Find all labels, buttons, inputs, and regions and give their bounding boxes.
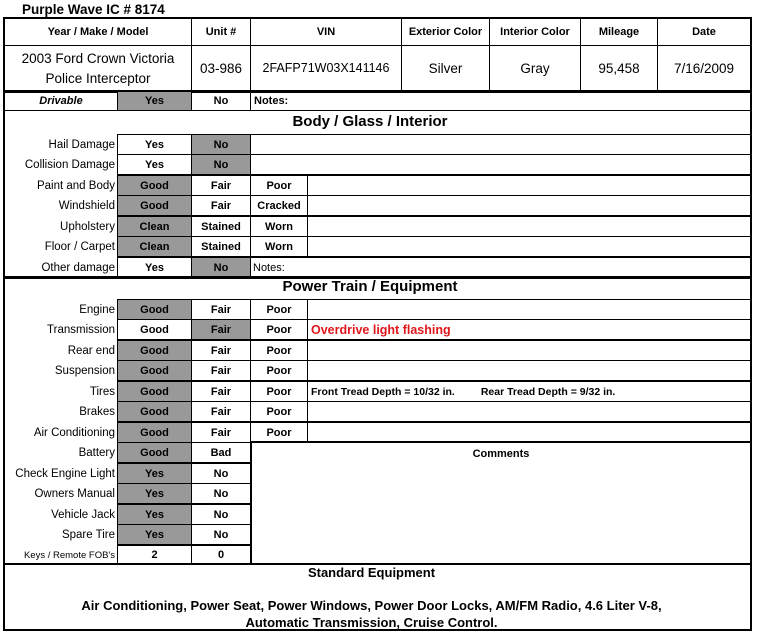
battery-option-good[interactable]: Good <box>117 442 192 463</box>
ac-option-poor[interactable]: Poor <box>250 422 308 443</box>
suspension-option-poor[interactable]: Poor <box>250 360 308 381</box>
col-header-interior-color: Interior Color <box>489 17 581 46</box>
floor-carpet-notes[interactable] <box>307 236 752 257</box>
row-label-vehicle-jack: Vehicle Jack <box>51 508 115 521</box>
brakes-notes[interactable] <box>307 401 752 422</box>
standard-equipment-line1: Air Conditioning, Power Seat, Power Windows, Power Door Locks, AM/FM Radio, 4.6 Liter V-8, <box>81 598 662 613</box>
date-value: 7/16/2009 <box>657 45 752 91</box>
upholstery-option-worn[interactable]: Worn <box>250 216 308 237</box>
section-title-powertrain: Power Train / Equipment <box>282 278 458 295</box>
engine-notes[interactable] <box>307 299 752 320</box>
col-header-unit: Unit # <box>191 17 251 46</box>
front-tread-depth: Front Tread Depth = 10/32 in. <box>311 385 455 398</box>
transmission-option-fair[interactable]: Fair <box>191 319 251 340</box>
row-label-windshield: Windshield <box>58 199 115 212</box>
spare-tire-option-yes[interactable]: Yes <box>117 524 192 545</box>
row-label-engine: Engine <box>79 303 115 316</box>
rear-end-option-good[interactable]: Good <box>117 340 192 361</box>
transmission-notes[interactable]: Overdrive light flashing <box>307 319 752 340</box>
drivable-notes[interactable]: Notes: <box>250 91 752 111</box>
year-make-model-line2: Police Interceptor <box>45 70 151 86</box>
section-title-body: Body / Glass / Interior <box>292 113 448 130</box>
col-header-date: Date <box>657 17 752 46</box>
rear-end-option-poor[interactable]: Poor <box>250 340 308 361</box>
windshield-option-good[interactable]: Good <box>117 195 192 216</box>
drivable-option-yes[interactable]: Yes <box>117 91 192 111</box>
hail-damage-option-no[interactable]: No <box>191 134 251 155</box>
row-label-air-conditioning: Air Conditioning <box>33 426 115 439</box>
upholstery-option-stained[interactable]: Stained <box>191 216 251 237</box>
row-label-other-damage: Other damage <box>41 261 115 274</box>
collision-damage-notes[interactable] <box>250 154 752 175</box>
battery-option-bad[interactable]: Bad <box>191 442 251 463</box>
row-label-spare-tire: Spare Tire <box>61 528 115 541</box>
row-label-transmission: Transmission <box>47 323 115 336</box>
drivable-label: Drivable <box>3 91 118 111</box>
interior-color-value: Gray <box>489 45 581 91</box>
comments-title: Comments <box>472 448 530 460</box>
form-title: Purple Wave IC # 8174 <box>22 2 165 17</box>
standard-equipment-title: Standard Equipment <box>307 565 436 580</box>
col-header-year-make-model: Year / Make / Model <box>3 17 192 46</box>
standard-equipment-list <box>3 597 740 631</box>
engine-option-fair[interactable]: Fair <box>191 299 251 320</box>
drivable-option-no[interactable]: No <box>191 91 251 111</box>
ac-notes[interactable] <box>307 422 752 443</box>
col-header-exterior-color: Exterior Color <box>401 17 490 46</box>
windshield-option-cracked[interactable]: Cracked <box>250 195 308 216</box>
row-label-battery: Battery <box>78 446 115 459</box>
rear-end-notes[interactable] <box>307 340 752 361</box>
row-label-upholstery: Upholstery <box>60 220 115 233</box>
row-label-rear-end: Rear end <box>67 344 115 357</box>
other-damage-notes[interactable]: Notes: <box>250 257 752 278</box>
fobs-count[interactable]: 0 <box>191 545 251 565</box>
row-label-brakes: Brakes <box>79 405 115 418</box>
paint-body-option-good[interactable]: Good <box>117 175 192 196</box>
unit-value: 03-986 <box>191 45 251 91</box>
tires-option-poor[interactable]: Poor <box>250 381 308 402</box>
tires-notes[interactable] <box>307 381 752 402</box>
brakes-option-poor[interactable]: Poor <box>250 401 308 422</box>
other-damage-option-yes[interactable]: Yes <box>117 257 192 278</box>
transmission-option-poor[interactable]: Poor <box>250 319 308 340</box>
comments-box[interactable] <box>250 441 752 565</box>
brakes-option-fair[interactable]: Fair <box>191 401 251 422</box>
tires-option-fair[interactable]: Fair <box>191 381 251 402</box>
vin-value: 2FAFP71W03X141146 <box>250 45 402 91</box>
vehicle-jack-option-no[interactable]: No <box>191 504 251 525</box>
windshield-option-fair[interactable]: Fair <box>191 195 251 216</box>
upholstery-option-clean[interactable]: Clean <box>117 216 192 237</box>
suspension-option-good[interactable]: Good <box>117 360 192 381</box>
hail-damage-option-yes[interactable]: Yes <box>117 134 192 155</box>
row-label-keys-fobs: Keys / Remote FOB's <box>23 549 115 561</box>
exterior-color-value: Silver <box>401 45 490 91</box>
windshield-notes[interactable] <box>307 195 752 216</box>
owners-manual-option-yes[interactable]: Yes <box>117 483 192 504</box>
row-label-floor-carpet: Floor / Carpet <box>44 240 115 253</box>
floor-carpet-option-worn[interactable]: Worn <box>250 236 308 257</box>
other-damage-option-no[interactable]: No <box>191 257 251 278</box>
year-make-model-line1: 2003 Ford Crown Victoria <box>21 50 175 66</box>
ac-option-good[interactable]: Good <box>117 422 192 443</box>
keys-count[interactable]: 2 <box>117 545 192 565</box>
paint-body-option-poor[interactable]: Poor <box>250 175 308 196</box>
mileage-value: 95,458 <box>580 45 658 91</box>
row-label-tires: Tires <box>89 385 115 398</box>
check-engine-option-yes[interactable]: Yes <box>117 463 192 484</box>
brakes-option-good[interactable]: Good <box>117 401 192 422</box>
collision-damage-option-yes[interactable]: Yes <box>117 154 192 175</box>
suspension-option-fair[interactable]: Fair <box>191 360 251 381</box>
col-header-mileage: Mileage <box>580 17 658 46</box>
floor-carpet-option-stained[interactable]: Stained <box>191 236 251 257</box>
rear-tread-depth: Rear Tread Depth = 9/32 in. <box>480 385 616 398</box>
owners-manual-option-no[interactable]: No <box>191 483 251 504</box>
engine-option-poor[interactable]: Poor <box>250 299 308 320</box>
row-label-check-engine-light: Check Engine Light <box>15 467 115 480</box>
rear-end-option-fair[interactable]: Fair <box>191 340 251 361</box>
paint-body-notes[interactable] <box>307 175 752 196</box>
floor-carpet-option-clean[interactable]: Clean <box>117 236 192 257</box>
paint-body-option-fair[interactable]: Fair <box>191 175 251 196</box>
transmission-option-good[interactable]: Good <box>117 319 192 340</box>
year-make-model-value <box>3 45 192 91</box>
vehicle-jack-option-yes[interactable]: Yes <box>117 504 192 525</box>
row-label-collision-damage: Collision Damage <box>24 158 115 171</box>
upholstery-notes[interactable] <box>307 216 752 237</box>
spare-tire-option-no[interactable]: No <box>191 524 251 545</box>
row-label-hail-damage: Hail Damage <box>48 138 115 151</box>
row-label-suspension: Suspension <box>54 364 115 377</box>
col-header-vin: VIN <box>250 17 402 46</box>
row-label-owners-manual: Owners Manual <box>34 487 115 500</box>
check-engine-option-no[interactable]: No <box>191 463 251 484</box>
collision-damage-option-no[interactable]: No <box>191 154 251 175</box>
hail-damage-notes[interactable] <box>250 134 752 155</box>
row-label-paint-and-body: Paint and Body <box>36 179 115 192</box>
engine-option-good[interactable]: Good <box>117 299 192 320</box>
standard-equipment-line2: Automatic Transmission, Cruise Control. <box>245 615 498 630</box>
ac-option-fair[interactable]: Fair <box>191 422 251 443</box>
tires-option-good[interactable]: Good <box>117 381 192 402</box>
suspension-notes[interactable] <box>307 360 752 381</box>
